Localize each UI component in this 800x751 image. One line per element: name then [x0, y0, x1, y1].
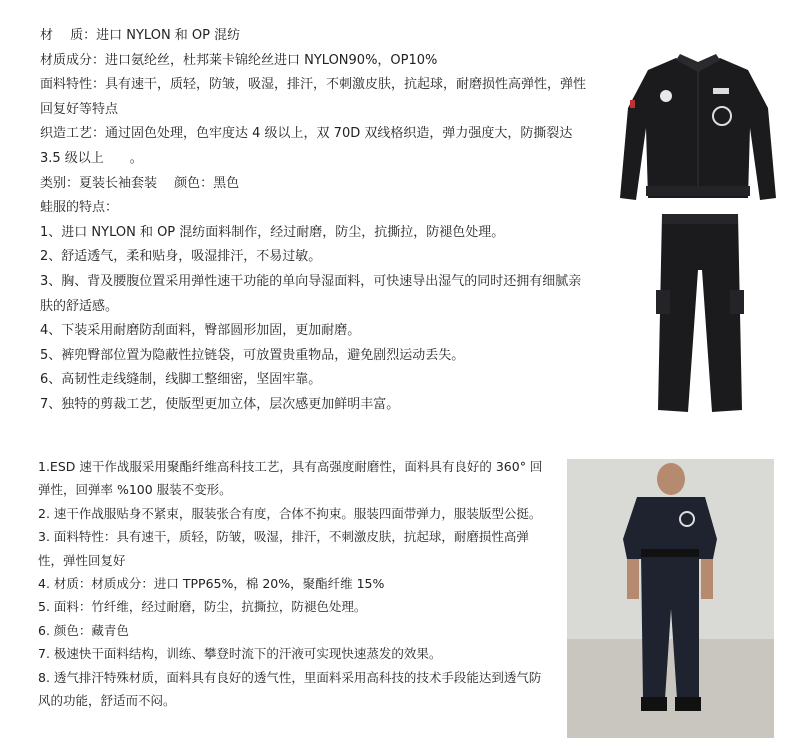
- bottom-spec-text: [38, 455, 548, 712]
- spec-item: 7. 极速快干面料结构，训练、攀登时流下的汗液可实现快速蒸发的效果。: [38, 646, 442, 662]
- material-line: 材 质：进口 NYLON 和 OP 混纺: [40, 28, 241, 43]
- spec-item: 6. 颜色：藏青色: [38, 622, 129, 638]
- jacket-photo: [618, 48, 778, 210]
- fabric-props-line: 面料特性：具有速干，质轻，防皱，吸湿，排汗，不刺激皮肤，抗起球，耐磨损性高弹性，弹性回复好等特点: [40, 77, 587, 117]
- spec-item: 3. 面料特性：具有速干，质轻，防皱，吸湿，排汗，不刺激皮肤，抗起球，耐磨损性高弹性，弹性回复好: [38, 529, 529, 568]
- feature-item: 2、舒适透气，柔和贴身，吸湿排汗，不易过敏。: [40, 249, 322, 265]
- spec-item: 1.ESD 速干作战服采用聚酯纤维高科技工艺，具有高强度耐磨性，面料具有良好的 360° 回弹性，回弹率 %100 服装不变形。: [38, 459, 543, 498]
- feature-item: 4、下装采用耐磨防刮面料，臀部圆形加固，更加耐磨。: [40, 323, 361, 339]
- feature-item: 7、独特的剪裁工艺，使版型更加立体，层次感更加鲜明丰富。: [40, 396, 400, 412]
- spec-item: 2. 速干作战服贴身不紧束，服装张合有度，合体不拘束。服装四面带弹力，服装版型公挺。: [38, 505, 542, 521]
- spec-item: 5. 面料：竹纤维，经过耐磨，防尘，抗撕拉，防褪色处理。: [38, 599, 367, 615]
- feature-item: 5、裤兜臀部位置为隐蔽性拉链袋，可放置贵重物品，避免剧烈运动丢失。: [40, 347, 465, 363]
- feature-item: 1、进口 NYLON 和 OP 混纺面料制作，经过耐磨，防尘，抗撕拉，防褪色处理。: [40, 224, 505, 240]
- composition-line: 材质成分：进口氨纶丝，杜邦莱卡锦纶丝进口 NYLON90%，OP10%: [40, 52, 438, 68]
- features-title: 蛙服的特点：: [40, 200, 119, 216]
- feature-item: 3、胸、背及腰腹位置采用弹性速干功能的单向导湿面料，可快速导出湿气的同时还拥有细腻亲肤的舒适感。: [40, 273, 582, 314]
- spec-item: 4. 材质：材质成分：进口 TPP65%，棉 20%，聚酯纤维 15%: [38, 576, 385, 592]
- model-photo: [567, 459, 774, 738]
- top-spec-text: [40, 24, 590, 418]
- pants-photo: [650, 210, 750, 415]
- weaving-line: 织造工艺：通过固色处理，色牢度达 4 级以上，双 70D 双线格织造，弹力强度大，防撕裂达 3.5 级以上 。: [40, 126, 573, 166]
- category-line: 类别：夏装长袖套装 颜色：黑色: [40, 175, 240, 191]
- feature-item: 6、高韧性走线缝制，线脚工整细密，坚固牢靠。: [40, 372, 322, 388]
- spec-item: 8. 透气排汗特殊材质，面料具有良好的透气性，里面料采用高科技的技术手段能达到透气防风的功能，舒适而不闷。: [38, 669, 542, 709]
